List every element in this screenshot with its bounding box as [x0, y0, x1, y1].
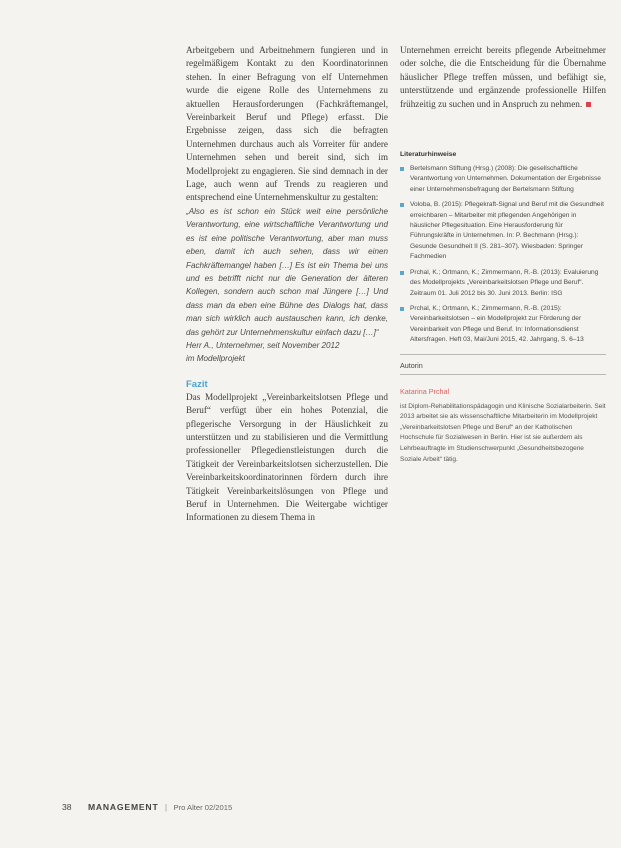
divider: [400, 374, 606, 375]
literature-heading: Literaturhinweise: [400, 151, 457, 159]
issue-label: Pro Alter 02/2015: [173, 803, 233, 812]
left-text-column: [186, 44, 388, 525]
literature-item: [400, 200, 606, 262]
literature-text: Prchal, K.; Ortmann, K.; Zimmermann, R.-B. (2013): Evaluierung des Modellprojekts „Vereinbarkeitslotsen Pflege und Beruf“. Zeitraum 01. Juli 2012 bis 30. Juni 2013. Berlin: ISG: [410, 268, 599, 297]
literature-item: [400, 164, 606, 195]
literature-item: [400, 268, 606, 299]
author-section-label: Autorin: [400, 360, 423, 370]
body-paragraph-continued: [400, 44, 606, 111]
page-number: 38: [62, 802, 72, 812]
fazit-paragraph: Das Modellprojekt „Vereinbarkeitslotsen Pflege und Beruf“ verfügt über ein hohes Potenzial, die pflegerische Versorgung in der Häuslichkeit zu unterstützen und zu stabilisieren und die Vermittlung professioneller Pflegedienstleistungen durch die Tätigkeit der Vereinbarkeitslotsen sicherzustellen. Die Vereinbarkeitskoordinatorinnen fördern durch ihre Tätigkeit Vereinbarkeitslösungen von Pflege und Beruf in Unternehmen. Die Weitergabe wichtiger Informationen zu diesem Thema in: [186, 391, 388, 523]
interview-quote: „Also es ist schon ein Stück weit eine persönliche Verantwortung, eine wirtschaftliche Verantwortung und es ist eine politische Verantwortung, aber man muss eben, damit ich auch sehen, dass wir einen Fachkräftemangel haben […] Es ist ein Thema bei uns und es betrifft nicht nur die Generation der älteren Kollegen, sondern auch schon mal Jüngere […] Und dass man da eben eine Bühne des Dialogs hat, dass man sich wirklich auch austauschen kann, ich denke, das gehört zur Unternehmenskultur einfach dazu […]“: [186, 206, 388, 337]
fazit-heading: Fazit: [186, 378, 208, 390]
footer-separator: |: [164, 802, 168, 812]
literature-text: Bertelsmann Stiftung (Hrsg.) (2008): Die gesellschaftliche Verantwortung von Unternehmen. Dokumentation der Ergebnisse einer Unternehmensbefragung der Bertelsmann Stiftung: [410, 165, 601, 193]
quote-attribution: Herr A., Unternehmer, seit November 2012: [186, 340, 340, 350]
bullet-icon: [400, 167, 404, 171]
literature-text: Voloba, B. (2015): Pflegekraft-Signal und Beruf mit die Gesundheit erreichbaren – Mitarbeiter mit pflegenden Angehörigen in häuslicher Pflegesituation. Eine Herausforderung für Führungskräfte in Unternehmen. In: P. Bechmann (Hrsg.): Gesunde Gesundheit II (S. 281–307). Wiesbaden: Springer Fachmedien: [410, 201, 604, 261]
bullet-icon: [400, 271, 404, 275]
literature-item: [400, 304, 606, 346]
page-footer: [62, 802, 232, 812]
author-name: Katarina Prchal: [400, 386, 450, 396]
bullet-icon: [400, 203, 404, 207]
body-paragraph: Arbeitgebern und Arbeitnehmern fungieren und in regelmäßigem Kontakt zu den Koordinatorinnen stehen. In einer Befragung von elf Unternehmen wurde die eigene Rolle des Unternehmens zu aktuellen Herausforderungen (Fachkräftemangel, Vereinbarkeit Beruf und Pflege) erfasst. Die Ergebnisse zeigen, dass sich die befragten Unternehmen durchaus auch als Vorreiter für andere Unternehmen sehen und bereit sind, sich im Modellprojekt zu engagieren. Sie sind demnach in der Lage, auch wenn auf Trends zu reagieren und entsprechend eine Unternehmenskultur zu gestalten:: [186, 45, 388, 203]
quote-attribution-line2: im Modellprojekt: [186, 354, 245, 364]
literature-list: [400, 164, 606, 346]
body-text: Unternehmen erreicht bereits pflegende Arbeitnehmer oder solche, die die Entscheidung für die Übernahme häuslicher Pflege treffen müssen, und befähigt sie, unterstützende und ergänzende professionelle Hilfen frühzeitig zu suchen und in Anspruch zu nehmen.: [400, 45, 606, 109]
bullet-icon: [400, 307, 404, 311]
author-bio: ist Diplom-Rehabilitationspädagogin und Klinische Sozialarbeiterin. Seit 2013 arbeitet sie als wissenschaftliche Mitarbeiterin im Modellprojekt „Vereinbarkeitslotsen Pflege und Beruf“ an der Katholischen Hochschule für Sozialwesen in Berlin. Hier ist sie außerdem als Lehrbeauftragte im Studienschwerpunkt „Gesundheitsbezogene Soziale Arbeit“ tätig.: [400, 402, 606, 463]
right-text-column: [400, 44, 606, 465]
article-end-mark: [586, 102, 591, 107]
literature-text: Prchal, K.; Ortmann, K.; Zimmermann, R.-B. (2015): Vereinbarkeitslotsen – ein Modellprojekt zur Förderung der Vereinbarkeit von Pflege und Beruf. In: Informationsdienst Altersfragen. Heft 03, Mai/Juni 2015, 42. Jahrgang, S. 6–13: [410, 304, 584, 344]
divider: [400, 354, 606, 355]
section-name: MANAGEMENT: [87, 802, 159, 812]
